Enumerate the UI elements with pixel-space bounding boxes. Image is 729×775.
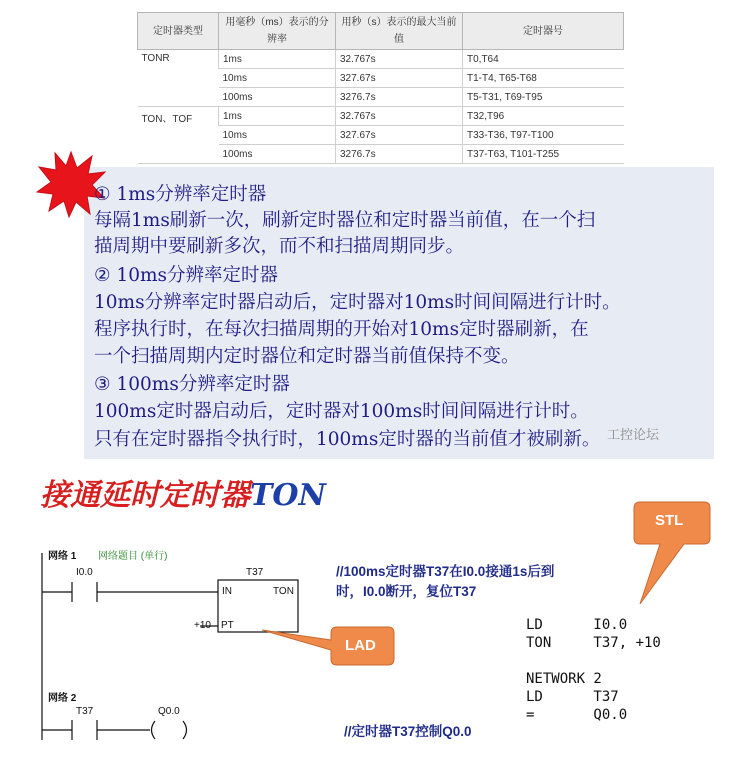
stl-callout-label: STL [655,512,684,529]
note-heading-100ms: ③ 100ms分辨率定时器 [94,374,290,395]
coil-left-arc [152,721,156,739]
timer-in-label: IN [222,586,232,597]
cell-resolution: 100ms [219,88,336,107]
network1-comment-line1: //100ms定时器T37在I0.0接通1s后到 [336,564,555,579]
network1-comment: 网络题目 (单行) [98,551,168,562]
header-timer-number: 定时器号 [463,13,624,50]
stl-line: NETWORK 2 [526,671,602,687]
cell-max: 32.767s [336,50,463,69]
cell-type: TON、TOF [138,107,219,164]
cell-resolution: 1ms [219,107,336,126]
note-text: 一个扫描周期内定时器位和定时器当前值保持不变。 [94,346,520,367]
cell-resolution: 10ms [219,126,336,145]
coil-right-arc [183,721,187,739]
timer-pt-value: +10 [194,620,211,631]
header-max-value: 用秒（s）表示的最大当前值 [336,13,463,50]
note-heading-10ms: ② 10ms分辨率定时器 [94,265,279,286]
lad-callout-label: LAD [345,637,376,654]
title-prefix: 接通延时定时器 [40,478,250,513]
cell-numbers: T32,T96 [463,107,624,126]
note-text: 程序执行时，在每次扫描周期的开始对10ms定时器刷新，在 [94,319,589,340]
network2-comment: //定时器T37控制Q0.0 [344,724,472,739]
note-heading-1ms: ① 1ms分辨率定时器 [94,184,267,205]
header-resolution: 用毫秒（ms）表示的分辨率 [219,13,336,50]
cell-max: 3276.7s [336,145,463,164]
contact-t37-label: T37 [76,706,94,717]
timer-pt-label: PT [221,620,234,631]
note-text: 描周期中要刷新多次，而不和扫描周期同步。 [94,236,465,257]
contact-i00-label: I0.0 [76,567,93,578]
cell-max: 3276.7s [336,88,463,107]
header-timer-type: 定时器类型 [138,13,219,50]
stl-line: LD I0.0 [526,617,628,633]
cell-resolution: 1ms [219,50,336,69]
note-text: 100ms定时器启动后，定时器对100ms时间间隔进行计时。 [94,401,589,422]
stl-line: = Q0.0 [526,707,628,723]
coil-q00-label: Q0.0 [158,706,180,717]
cell-max: 327.67s [336,69,463,88]
network1-label: 网络 1 [48,551,77,562]
title-suffix: TON [250,478,326,513]
cell-numbers: T0,T64 [463,50,624,69]
stl-line: LD T37 [526,689,619,705]
cell-numbers: T37-T63, T101-T255 [463,145,624,164]
note-text: 10ms分辨率定时器启动后，定时器对10ms时间间隔进行计时。 [94,292,621,313]
cell-max: 327.67s [336,126,463,145]
note-text: 每隔1ms刷新一次，刷新定时器位和定时器当前值，在一个扫 [94,210,596,231]
cell-resolution: 100ms [219,145,336,164]
note-text: 只有在定时器指令执行时，100ms定时器的当前值才被刷新。 [94,429,601,450]
cell-numbers: T1-T4, T65-T68 [463,69,624,88]
cell-resolution: 10ms [219,69,336,88]
cell-type: TONR [138,50,219,107]
cell-max: 32.767s [336,107,463,126]
cell-numbers: T5-T31, T69-T95 [463,88,624,107]
cell-numbers: T33-T36, T97-T100 [463,126,624,145]
timer-type-label: TON [273,586,294,597]
network1-comment-line2: 时，I0.0断开，复位T37 [336,584,477,599]
watermark: 工控论坛 [607,428,660,443]
stl-line: TON T37, +10 [526,635,661,651]
timer-name: T37 [246,567,264,578]
network2-label: 网络 2 [48,693,77,704]
